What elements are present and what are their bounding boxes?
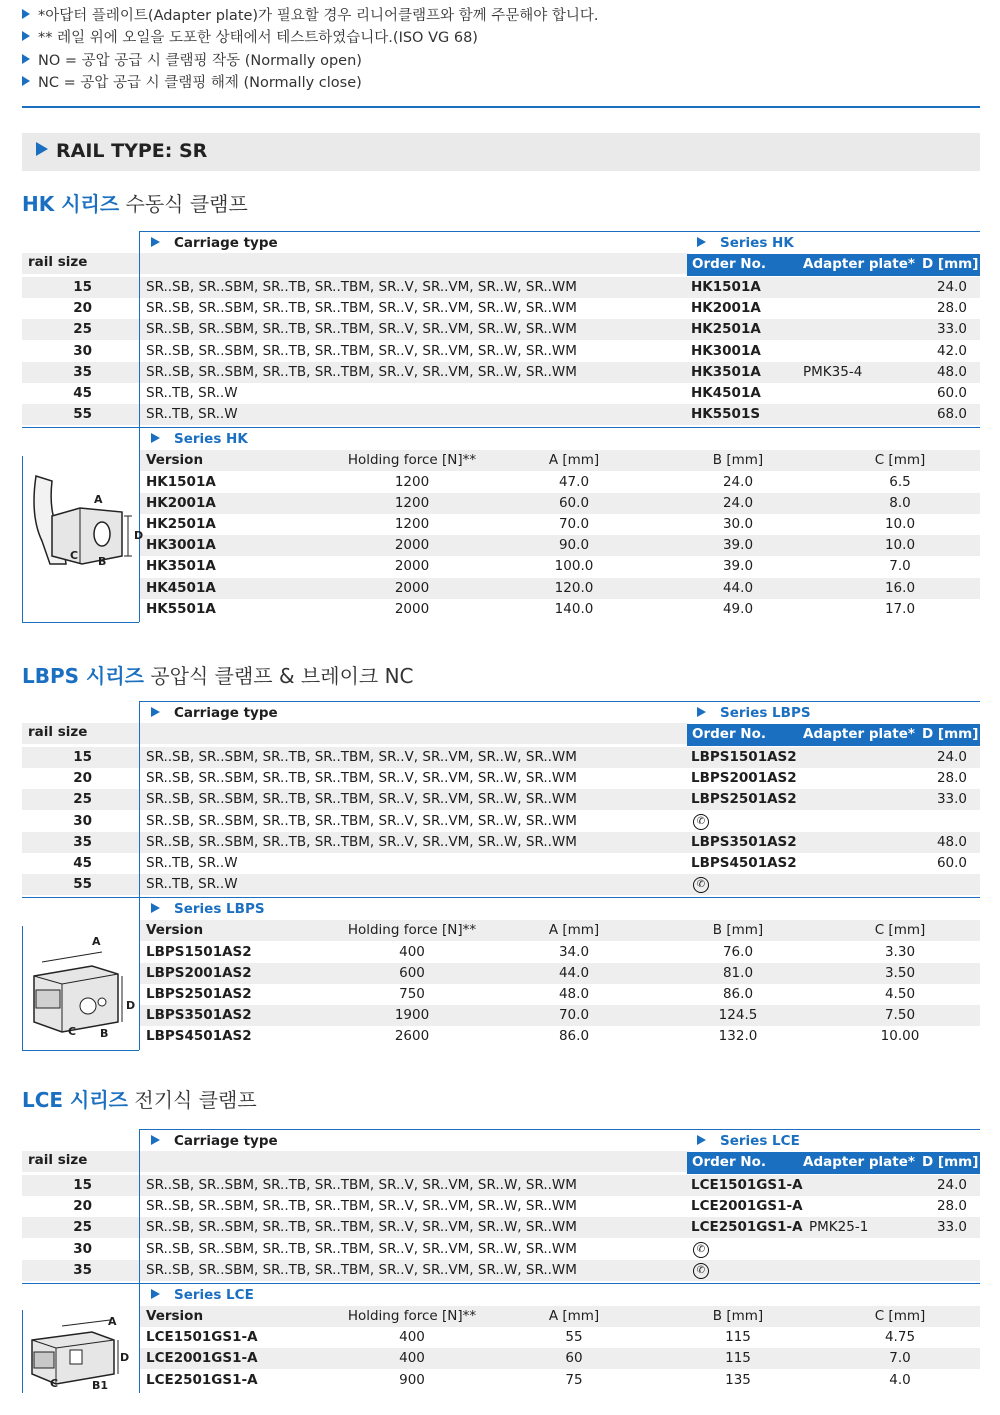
a-mm-cell: 86.0 — [558, 1028, 590, 1045]
a-mm-header: A [mm] — [548, 1308, 600, 1324]
order-no-header: Order No. — [692, 1154, 767, 1170]
play-arrow-icon — [151, 433, 160, 443]
series-name: LCE 시리즈 — [22, 1088, 129, 1112]
play-arrow-icon — [697, 237, 706, 247]
series-header — [697, 703, 811, 724]
b-mm-cell: 49.0 — [722, 600, 754, 617]
order-no-header: Order No. — [692, 256, 767, 272]
b-mm-cell: 39.0 — [722, 558, 754, 575]
d-mm-cell: 33.0 — [936, 791, 967, 808]
carriage-type-cell: SR..SB, SR..SBM, SR..TB, SR..TBM, SR..V, SR..VM, SR..W, SR..WM — [146, 1177, 577, 1193]
series-label: Series LBPS — [720, 705, 811, 721]
series-label: Series LCE — [720, 1133, 800, 1149]
b-mm-cell: 39.0 — [722, 537, 754, 554]
bullet-arrow-icon — [22, 31, 30, 41]
order-no-cell: HK3001A — [691, 342, 761, 359]
play-arrow-icon — [151, 237, 160, 247]
carriage-type-cell: SR..SB, SR..SBM, SR..TB, SR..TBM, SR..V, SR..VM, SR..W, SR..WM — [146, 1219, 577, 1236]
series-name: HK 시리즈 — [22, 192, 120, 216]
dim-c-label: C — [70, 549, 79, 562]
version-cell: HK3501A — [146, 558, 216, 575]
version-cell: HK1501A — [146, 473, 216, 490]
b-mm-cell: 124.5 — [718, 1007, 758, 1024]
d-mm-cell: 28.0 — [936, 770, 967, 787]
rail-size-label: rail size — [28, 254, 88, 270]
carriage-header-bg — [140, 723, 689, 744]
a-mm-cell: 100.0 — [554, 558, 594, 575]
series-label: Series LCE — [174, 1287, 254, 1303]
carriage-header-bg — [140, 1151, 689, 1172]
phone-contact-icon: ✆ — [693, 877, 709, 893]
play-arrow-icon — [36, 142, 48, 156]
carriage-type-cell: SR..SB, SR..SBM, SR..TB, SR..TBM, SR..V, SR..VM, SR..W, SR..WM — [146, 833, 577, 850]
carriage-type-cell: SR..SB, SR..SBM, SR..TB, SR..TBM, SR..V, SR..VM, SR..W, SR..WM — [146, 1261, 577, 1278]
dim-c-label: C — [50, 1377, 59, 1390]
adapter-plate-cell: PMK25-1 — [809, 1219, 869, 1236]
order-header-bar — [687, 1152, 980, 1174]
table-rule — [139, 897, 980, 898]
rail-size-cell: 20 — [73, 300, 92, 317]
holding-force-cell: 2000 — [394, 537, 430, 554]
holding-force-cell: 400 — [399, 1329, 425, 1346]
d-mm-header: D [mm] — [922, 1154, 979, 1170]
c-mm-header: C [mm] — [874, 452, 926, 469]
b-mm-cell: 115 — [725, 1350, 751, 1367]
carriage-type-cell: SR..SB, SR..SBM, SR..TB, SR..TBM, SR..V, SR..VM, SR..W, SR..WM — [146, 300, 577, 317]
order-no-cell: HK2001A — [691, 300, 761, 317]
order-no-cell: HK4501A — [691, 385, 761, 401]
dim-c-label: C — [68, 1025, 77, 1038]
order-no-cell: HK3501A — [691, 363, 761, 380]
c-mm-cell: 7.0 — [889, 558, 911, 575]
table-row-shade — [140, 404, 980, 425]
rail-size-label: rail size — [28, 1152, 88, 1168]
phone-contact-icon: ✆ — [693, 1242, 709, 1258]
version-cell: LBPS2501AS2 — [146, 986, 252, 1002]
order-no-cell: LBPS2001AS2 — [691, 770, 797, 787]
rail-size-cell: 25 — [73, 1219, 92, 1236]
section-title — [22, 188, 248, 217]
version-header: Version — [146, 1308, 204, 1324]
order-no-cell: LBPS4501AS2 — [691, 855, 797, 871]
d-mm-cell: 60.0 — [936, 855, 967, 871]
rail-size-cell: 25 — [73, 321, 92, 338]
c-mm-cell: 4.50 — [884, 986, 916, 1002]
dim-a-label: A — [92, 935, 101, 948]
table-rule — [139, 1283, 980, 1284]
table-row-shade — [140, 874, 980, 895]
b-mm-cell: 76.0 — [722, 943, 754, 960]
play-arrow-icon — [151, 707, 160, 717]
divider — [22, 106, 980, 108]
rail-size-cell: 55 — [73, 406, 92, 423]
version-cell: LCE2501GS1-A — [146, 1371, 258, 1388]
rail-size-cell: 30 — [73, 1240, 92, 1257]
table-rule — [22, 622, 139, 623]
adapter-plate-cell: PMK35-4 — [803, 363, 863, 380]
version-cell: HK2501A — [146, 516, 216, 532]
holding-force-cell: 2600 — [394, 1028, 430, 1045]
note-no: NO = 공압 공급 시 클램핑 작동 (Normally open) — [22, 51, 362, 71]
series-name: LBPS 시리즈 — [22, 664, 144, 688]
c-mm-header: C [mm] — [874, 1308, 926, 1324]
carriage-type-label: Carriage type — [174, 235, 278, 251]
rail-size-cell: 35 — [73, 363, 92, 380]
a-mm-cell: 34.0 — [558, 943, 590, 960]
c-mm-cell: 4.0 — [889, 1371, 911, 1388]
b-mm-cell: 24.0 — [722, 494, 754, 511]
c-mm-cell: 17.0 — [884, 600, 916, 617]
c-mm-cell: 4.75 — [884, 1329, 916, 1346]
version-cell: LCE1501GS1-A — [146, 1329, 258, 1346]
c-mm-cell: 16.0 — [884, 579, 916, 596]
table-top-rule — [139, 231, 980, 232]
c-mm-cell: 10.0 — [884, 537, 916, 554]
order-no-cell: LCE1501GS1-A — [691, 1177, 803, 1193]
a-mm-cell: 60.0 — [558, 494, 590, 511]
version-cell: LBPS2001AS2 — [146, 964, 252, 981]
a-mm-cell: 44.0 — [558, 964, 590, 981]
a-mm-cell: 140.0 — [554, 600, 594, 617]
holding-force-cell: 400 — [399, 943, 425, 960]
carriage-type-label: Carriage type — [174, 705, 278, 721]
dim-a-label: A — [108, 1315, 117, 1328]
rail-size-cell: 45 — [73, 385, 92, 401]
spec-series-header — [151, 1285, 254, 1306]
carriage-type-header — [151, 703, 278, 724]
version-header: Version — [146, 452, 204, 469]
carriage-type-header — [151, 233, 278, 254]
order-no-cell: LCE2501GS1-A — [691, 1219, 803, 1236]
rail-type-banner — [22, 133, 980, 171]
table-top-rule — [139, 1129, 980, 1130]
version-cell: HK3001A — [146, 537, 216, 554]
c-mm-cell: 3.30 — [884, 943, 916, 960]
order-no-cell: HK5501S — [691, 406, 761, 423]
holding-force-cell: 2000 — [394, 600, 430, 617]
c-mm-cell: 7.0 — [889, 1350, 911, 1367]
rail-type-title: RAIL TYPE: SR — [56, 140, 208, 162]
order-no-header: Order No. — [692, 726, 767, 742]
version-cell: LCE2001GS1-A — [146, 1350, 258, 1367]
phone-contact-icon: ✆ — [693, 1263, 709, 1279]
b-mm-cell: 135 — [725, 1371, 751, 1388]
version-cell: HK5501A — [146, 600, 216, 617]
d-mm-cell: 48.0 — [936, 833, 967, 850]
b-mm-cell: 132.0 — [718, 1028, 758, 1045]
version-cell: LBPS4501AS2 — [146, 1028, 252, 1045]
carriage-type-cell: SR..TB, SR..W — [146, 385, 238, 401]
dim-d-label: D — [120, 1351, 130, 1364]
carriage-type-cell: SR..TB, SR..W — [146, 876, 238, 893]
d-mm-cell: 33.0 — [936, 1219, 967, 1236]
version-cell: LBPS3501AS2 — [146, 1007, 252, 1024]
rail-size-cell: 30 — [73, 342, 92, 359]
holding-force-cell: 2000 — [394, 558, 430, 575]
table-top-rule — [139, 701, 980, 702]
holding-force-cell: 750 — [399, 986, 425, 1002]
holding-force-cell: 1200 — [394, 516, 430, 532]
carriage-type-cell: SR..SB, SR..SBM, SR..TB, SR..TBM, SR..V, SR..VM, SR..W, SR..WM — [146, 749, 577, 765]
holding-force-header: Holding force [N]** — [347, 922, 477, 939]
carriage-type-cell: SR..SB, SR..SBM, SR..TB, SR..TBM, SR..V, SR..VM, SR..W, SR..WM — [146, 1240, 577, 1257]
dim-d-label: D — [134, 529, 144, 542]
phone-contact-icon: ✆ — [693, 814, 709, 830]
b-mm-header: B [mm] — [712, 1308, 764, 1324]
d-mm-cell: 42.0 — [936, 342, 967, 359]
order-no-cell: LCE2001GS1-A — [691, 1198, 803, 1215]
holding-force-header: Holding force [N]** — [347, 452, 477, 469]
a-mm-cell: 48.0 — [558, 986, 590, 1002]
order-no-cell: HK1501A — [691, 279, 761, 295]
series-description: 전기식 클램프 — [128, 1088, 257, 1112]
d-mm-header: D [mm] — [922, 726, 979, 742]
b-mm-header: B [mm] — [712, 922, 764, 939]
d-mm-cell: 24.0 — [936, 279, 967, 295]
d-mm-cell: 28.0 — [936, 1198, 967, 1215]
rail-size-cell: 35 — [73, 833, 92, 850]
carriage-type-cell: SR..SB, SR..SBM, SR..TB, SR..TBM, SR..V, SR..VM, SR..W, SR..WM — [146, 791, 577, 808]
b-mm-cell: 24.0 — [722, 473, 754, 490]
c-mm-cell: 6.5 — [889, 473, 911, 490]
carriage-type-header — [151, 1131, 278, 1152]
holding-force-cell: 1200 — [394, 473, 430, 490]
table-divider — [139, 701, 140, 897]
c-mm-cell: 7.50 — [884, 1007, 916, 1024]
bullet-arrow-icon — [22, 76, 30, 86]
c-mm-cell: 10.0 — [884, 516, 916, 532]
d-mm-cell: 48.0 — [936, 363, 967, 380]
carriage-type-cell: SR..SB, SR..SBM, SR..TB, SR..TBM, SR..V, SR..VM, SR..W, SR..WM — [146, 1198, 577, 1215]
clamp-dimension-diagram — [22, 456, 140, 618]
holding-force-cell: 2000 — [394, 579, 430, 596]
order-header-bar — [687, 724, 980, 746]
a-mm-header: A [mm] — [548, 452, 600, 469]
rail-size-cell: 45 — [73, 855, 92, 871]
play-arrow-icon — [697, 1135, 706, 1145]
holding-force-cell: 600 — [399, 964, 425, 981]
version-cell: HK2001A — [146, 494, 216, 511]
c-mm-cell: 10.00 — [880, 1028, 920, 1045]
d-mm-cell: 60.0 — [936, 385, 967, 401]
version-cell: HK4501A — [146, 579, 216, 596]
d-mm-cell: 24.0 — [936, 749, 967, 765]
rail-size-cell: 25 — [73, 791, 92, 808]
a-mm-cell: 120.0 — [554, 579, 594, 596]
table-divider — [139, 1129, 140, 1283]
adapter-plate-header: Adapter plate* — [803, 726, 915, 742]
rail-size-cell: 35 — [73, 1261, 92, 1278]
carriage-type-cell: SR..SB, SR..SBM, SR..TB, SR..TBM, SR..V, SR..VM, SR..W, SR..WM — [146, 342, 577, 359]
d-mm-header: D [mm] — [922, 256, 979, 272]
play-arrow-icon — [151, 1289, 160, 1299]
order-no-cell: LBPS1501AS2 — [691, 749, 797, 765]
dim-a-label: A — [94, 493, 103, 506]
bullet-arrow-icon — [22, 54, 30, 64]
a-mm-cell: 70.0 — [558, 516, 590, 532]
series-description: 공압식 클램프 & 브레이크 NC — [143, 664, 414, 688]
series-description: 수동식 클램프 — [119, 192, 248, 216]
play-arrow-icon — [151, 903, 160, 913]
dim-b-label: B1 — [92, 1379, 109, 1392]
carriage-type-cell: SR..SB, SR..SBM, SR..TB, SR..TBM, SR..V, SR..VM, SR..W, SR..WM — [146, 770, 577, 787]
rail-size-cell: 15 — [73, 279, 92, 295]
d-mm-cell: 24.0 — [936, 1177, 967, 1193]
note-adapter: *아답터 플레이트(Adapter plate)가 필요할 경우 리니어클램프와 함께 주문해야 합니다. — [22, 6, 599, 26]
series-label: Series HK — [720, 235, 794, 251]
series-header — [697, 1131, 800, 1152]
a-mm-cell: 60 — [565, 1350, 583, 1367]
adapter-plate-header: Adapter plate* — [803, 256, 915, 272]
spec-series-header — [151, 429, 248, 450]
version-header: Version — [146, 922, 204, 939]
rail-size-cell: 20 — [73, 1198, 92, 1215]
adapter-plate-header: Adapter plate* — [803, 1154, 915, 1170]
c-mm-cell: 3.50 — [884, 964, 916, 981]
carriage-type-cell: SR..SB, SR..SBM, SR..TB, SR..TBM, SR..V, SR..VM, SR..W, SR..WM — [146, 363, 577, 380]
carriage-type-cell: SR..SB, SR..SBM, SR..TB, SR..TBM, SR..V, SR..VM, SR..W, SR..WM — [146, 812, 577, 829]
dim-b-label: B — [100, 1027, 109, 1040]
rail-size-cell: 15 — [73, 1177, 92, 1193]
spec-series-header — [151, 899, 265, 920]
section-title — [22, 1084, 257, 1113]
table-divider — [139, 231, 140, 427]
rail-size-label: rail size — [28, 724, 88, 740]
note-test: ** 레일 위에 오일을 도포한 상태에서 테스트하였습니다.(ISO VG 68) — [22, 28, 478, 48]
a-mm-cell: 55 — [565, 1329, 583, 1346]
play-arrow-icon — [697, 707, 706, 717]
note-nc: NC = 공압 공급 시 클램핑 해제 (Normally close) — [22, 73, 362, 93]
b-mm-cell: 44.0 — [722, 579, 754, 596]
table-rule — [22, 1050, 139, 1051]
a-mm-header: A [mm] — [548, 922, 600, 939]
a-mm-cell: 75 — [565, 1371, 583, 1388]
carriage-header-bg — [140, 253, 689, 274]
table-rule — [22, 897, 139, 898]
rail-size-cell: 55 — [73, 876, 92, 893]
table-rule — [22, 1283, 139, 1284]
table-rule — [139, 427, 980, 428]
order-header-bar — [687, 254, 980, 276]
series-label: Series HK — [174, 431, 248, 448]
d-mm-cell: 68.0 — [936, 406, 967, 423]
holding-force-cell: 1900 — [394, 1007, 430, 1024]
holding-force-cell: 900 — [399, 1371, 425, 1388]
carriage-type-cell: SR..SB, SR..SBM, SR..TB, SR..TBM, SR..V, SR..VM, SR..W, SR..WM — [146, 321, 577, 338]
carriage-type-cell: SR..SB, SR..SBM, SR..TB, SR..TBM, SR..V, SR..VM, SR..W, SR..WM — [146, 279, 577, 295]
version-cell: LBPS1501AS2 — [146, 943, 252, 960]
carriage-type-cell: SR..TB, SR..W — [146, 855, 238, 871]
a-mm-cell: 90.0 — [558, 537, 590, 554]
carriage-type-cell: SR..TB, SR..W — [146, 406, 238, 423]
b-mm-cell: 115 — [725, 1329, 751, 1346]
dim-b-label: B — [98, 555, 107, 568]
rail-size-cell: 20 — [73, 770, 92, 787]
d-mm-cell: 33.0 — [936, 321, 967, 338]
b-mm-cell: 81.0 — [722, 964, 754, 981]
table-rule — [22, 427, 139, 428]
holding-force-cell: 400 — [399, 1350, 425, 1367]
order-no-cell: HK2501A — [691, 321, 761, 338]
rail-size-cell: 30 — [73, 812, 92, 829]
b-mm-header: B [mm] — [712, 452, 764, 469]
b-mm-cell: 30.0 — [722, 516, 754, 532]
c-mm-header: C [mm] — [874, 922, 926, 939]
c-mm-cell: 8.0 — [889, 494, 911, 511]
carriage-type-label: Carriage type — [174, 1133, 278, 1149]
play-arrow-icon — [151, 1135, 160, 1145]
holding-force-cell: 1200 — [394, 494, 430, 511]
b-mm-cell: 86.0 — [722, 986, 754, 1002]
holding-force-header: Holding force [N]** — [347, 1308, 477, 1324]
a-mm-cell: 47.0 — [558, 473, 590, 490]
series-header — [697, 233, 794, 254]
dim-d-label: D — [126, 999, 136, 1012]
clamp-dimension-diagram — [22, 926, 140, 1046]
d-mm-cell: 28.0 — [936, 300, 967, 317]
series-label: Series LBPS — [174, 901, 265, 918]
clamp-dimension-diagram — [22, 1310, 140, 1389]
rail-size-cell: 15 — [73, 749, 92, 765]
order-no-cell: LBPS2501AS2 — [691, 791, 797, 808]
section-title — [22, 660, 414, 689]
bullet-arrow-icon — [22, 9, 30, 19]
a-mm-cell: 70.0 — [558, 1007, 590, 1024]
order-no-cell: LBPS3501AS2 — [691, 833, 797, 850]
